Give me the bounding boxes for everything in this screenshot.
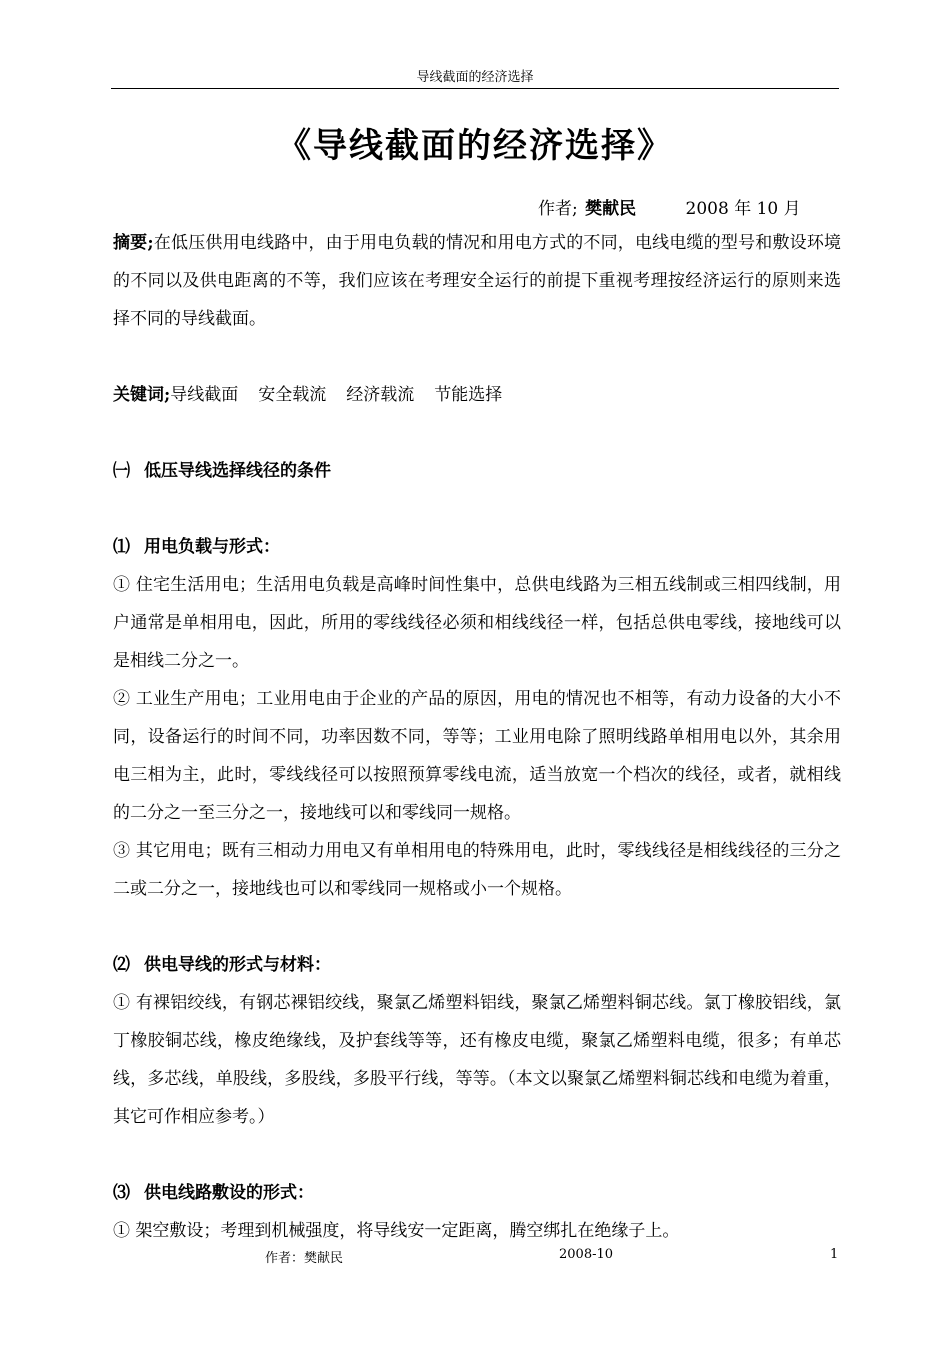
keywords-label: 关键词; xyxy=(113,385,171,405)
paragraph: ③ 其它用电；既有三相动力用电又有单相用电的特殊用电，此时，零线线径是相线线径的三分之二或二分之一，接地线也可以和零线同一规格或小一个规格。 xyxy=(113,841,841,899)
section-heading xyxy=(113,452,841,490)
keywords-line xyxy=(113,376,841,414)
header-divider xyxy=(111,88,839,89)
byline-author: 樊献民 xyxy=(585,199,637,219)
document-body xyxy=(113,224,841,1250)
footer-author: 作者：樊献民 xyxy=(265,1251,344,1266)
keyword: 安全载流 xyxy=(258,385,327,405)
abstract-text: 在低压供用电线路中，由于用电负载的情况和用电方式的不同，电线电缆的型号和敷设环境的不同以及供电距离的不等，我们应该在考理安全运行的前提下重视考理按经济运行的原则来选择不同的导线截面。 xyxy=(113,233,842,329)
keyword: 经济载流 xyxy=(346,385,415,405)
document-title: 《导线截面的经济选择》 xyxy=(277,126,673,166)
subsection-heading xyxy=(113,1174,841,1212)
subsection-title: 供电导线的形式与材料： xyxy=(144,955,331,975)
subsection-title: 供电线路敷设的形式： xyxy=(144,1183,314,1203)
keyword: 节能选择 xyxy=(434,385,503,405)
paragraph: ① 住宅生活用电；生活用电负载是高峰时间性集中，总供电线路为三相五线制或三相四线制，用户通常是单相用电，因此，所用的零线线径必须和相线线径一样，包括总供电零线，接地线可以是相线二分之一。 xyxy=(113,575,841,671)
subsection-number: ⑴ xyxy=(113,537,130,557)
paragraph: ① 有裸铝绞线，有钢芯裸铝绞线，聚氯乙烯塑料铝线，聚氯乙烯塑料铜芯线。氯丁橡胶铝线，氯丁橡胶铜芯线，橡皮绝缘线，及护套线等等，还有橡皮电缆，聚氯乙烯塑料电缆，很多；有单芯线，多芯线，单股线，多股线，多股平行线，等等。（本文以聚氯乙烯塑料铜芯线和电缆为着重，其它可作相应参考。） xyxy=(113,993,841,1127)
byline xyxy=(538,194,801,219)
byline-label: 作者; xyxy=(538,199,578,219)
paragraph: ① 架空敷设；考理到机械强度，将导线安一定距离，腾空绑扎在绝缘子上。 xyxy=(113,1221,680,1241)
subsection-number: ⑶ xyxy=(113,1183,130,1203)
keyword: 导线截面 xyxy=(170,385,239,405)
byline-date: 2008 年 10 月 xyxy=(685,199,801,219)
footer-date: 2008-10 xyxy=(559,1247,614,1262)
section-title: 低压导线选择线径的条件 xyxy=(144,461,331,481)
subsection-title: 用电负载与形式： xyxy=(144,537,280,557)
section-number: ㈠ xyxy=(113,461,130,481)
page-header: 导线截面的经济选择 xyxy=(416,70,534,85)
subsection-heading xyxy=(113,946,841,984)
subsection-heading xyxy=(113,528,841,566)
page-number: 1 xyxy=(830,1247,839,1262)
subsection-number: ⑵ xyxy=(113,955,130,975)
paragraph: ② 工业生产用电；工业用电由于企业的产品的原因，用电的情况也不相等，有动力设备的大小不同，设备运行的时间不同，功率因数不同，等等；工业用电除了照明线路单相用电以外，其余用电三相为主，此时，零线线径可以按照预算零线电流，适当放宽一个档次的线径，或者，就相线的二分之一至三分之一，接地线可以和零线同一规格。 xyxy=(113,689,841,823)
abstract-paragraph xyxy=(113,224,841,338)
abstract-label: 摘要; xyxy=(113,233,154,253)
